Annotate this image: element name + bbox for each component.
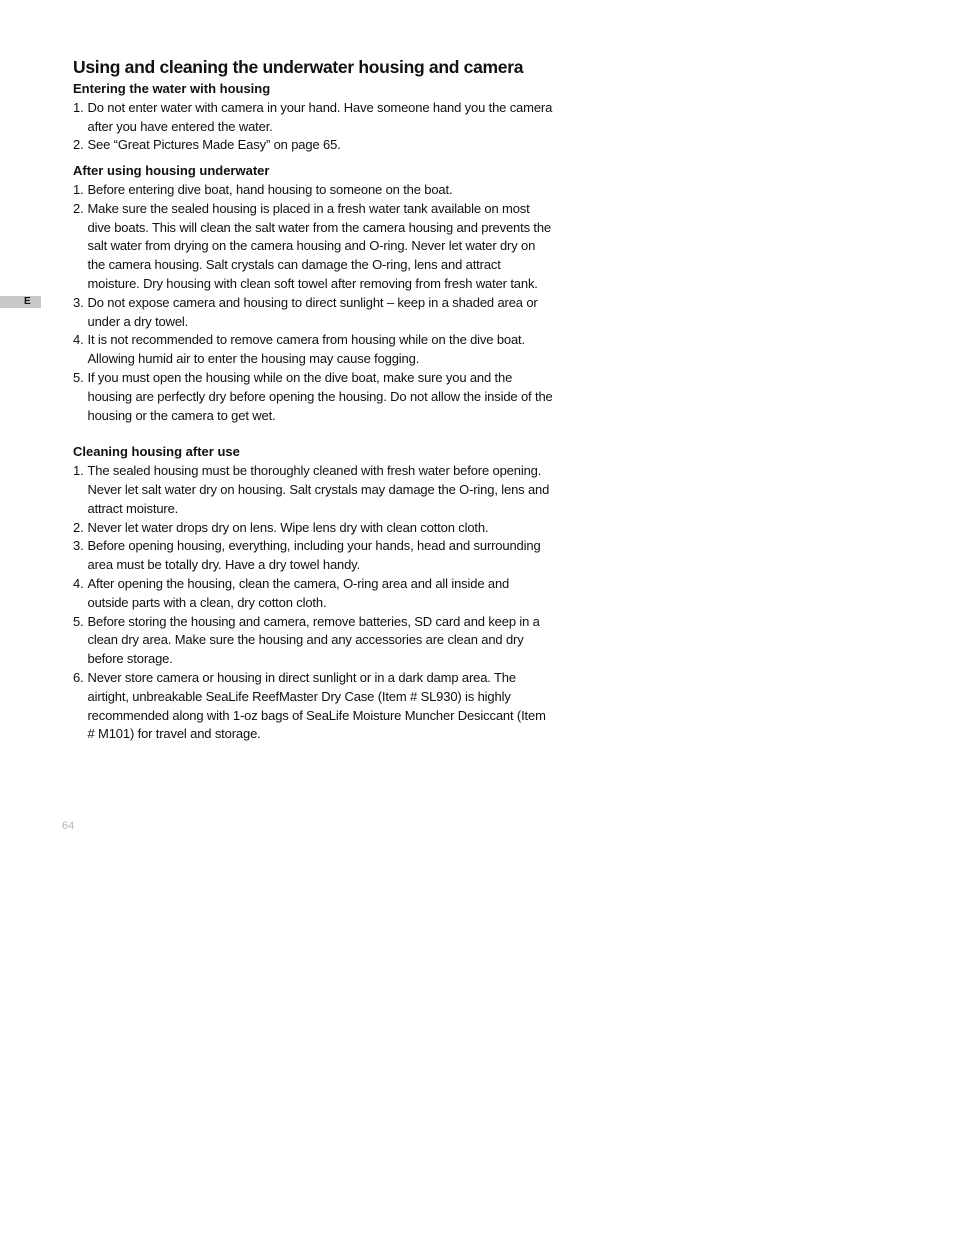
item-text: Never store camera or housing in direct sunlight or in a dark damp area. The airtight, unbreakable SeaLife ReefMaster Dry Case (Item # SL930) is highly recommended along with 1-oz bags of SeaLife Moisture Muncher Desiccant (Item # M101) for travel and storage. xyxy=(87,669,546,742)
list-item xyxy=(73,294,553,332)
item-text: Never let water drops dry on lens. Wipe lens dry with clean cotton cloth. xyxy=(87,519,489,535)
list-item xyxy=(73,575,553,613)
section-heading: Cleaning housing after use xyxy=(73,444,240,460)
list-item xyxy=(73,369,553,425)
item-number: 1. xyxy=(73,181,84,197)
item-number: 2. xyxy=(73,200,84,216)
list-item xyxy=(73,462,553,518)
list-item xyxy=(73,669,553,744)
list-item xyxy=(73,181,553,200)
item-text: Do not expose camera and housing to direct sunlight – keep in a shaded area or under a dry towel. xyxy=(87,294,538,329)
item-text: Make sure the sealed housing is placed in a fresh water tank available on most dive boats. This will clean the salt water from the camera housing and prevents the salt water from drying on the camera housing and O-ring. Never let water dry on the camera housing. Salt crystals can damage the O-ring, lens and attract moisture. Dry housing with clean soft towel after removing from fresh water tank. xyxy=(87,200,552,291)
item-number: 2. xyxy=(73,137,84,153)
instruction-list xyxy=(73,462,553,744)
section-after-using xyxy=(73,162,553,425)
item-number: 5. xyxy=(73,369,84,385)
section-entering-water xyxy=(73,80,553,155)
item-text: It is not recommended to remove camera from housing while on the dive boat. Allowing humid air to enter the housing may cause fogging. xyxy=(87,332,525,367)
item-number: 3. xyxy=(73,294,84,310)
list-item xyxy=(73,99,553,137)
list-item xyxy=(73,200,553,294)
page-content xyxy=(73,56,553,744)
item-number: 6. xyxy=(73,669,84,685)
language-tab xyxy=(0,296,41,308)
item-text: After opening the housing, clean the camera, O-ring area and all inside and outside parts with a clean, dry cotton cloth. xyxy=(87,575,510,610)
section-cleaning-housing xyxy=(73,443,553,744)
list-item xyxy=(73,613,553,669)
item-text: See “Great Pictures Made Easy” on page 65. xyxy=(87,137,341,153)
item-number: 5. xyxy=(73,613,84,629)
item-number: 4. xyxy=(73,332,84,348)
item-number: 2. xyxy=(73,519,84,535)
list-item xyxy=(73,519,553,538)
item-text: If you must open the housing while on the dive boat, make sure you and the housing are perfectly dry before opening the housing. Do not allow the inside of the housing or the camera to get wet. xyxy=(87,369,553,423)
section-heading: Entering the water with housing xyxy=(73,81,271,96)
instruction-list xyxy=(73,181,553,425)
item-text: Do not enter water with camera in your hand. Have someone hand you the camera after you have entered the water. xyxy=(87,99,553,134)
language-tab-label: E xyxy=(24,296,31,307)
item-number: 1. xyxy=(73,463,84,479)
item-text: The sealed housing must be thoroughly cleaned with fresh water before opening. Never let salt water dry on housing. Salt crystals may damage the O-ring, lens and attract moisture. xyxy=(87,463,550,516)
section-heading: After using housing underwater xyxy=(73,163,270,179)
item-number: 1. xyxy=(73,99,84,115)
list-item xyxy=(73,537,553,575)
page-title: Using and cleaning the underwater housing and camera xyxy=(73,57,524,77)
list-item xyxy=(73,331,553,369)
item-text: Before entering dive boat, hand housing to someone on the boat. xyxy=(87,181,453,197)
instruction-list xyxy=(73,99,553,155)
item-text: Before storing the housing and camera, remove batteries, SD card and keep in a clean dry area. Make sure the housing and any accessories are clean and dry before storage. xyxy=(87,613,540,667)
item-number: 3. xyxy=(73,538,84,554)
page-number: 64 xyxy=(62,820,75,832)
list-item xyxy=(73,136,553,155)
item-text: Before opening housing, everything, including your hands, head and surrounding area must be totally dry. Have a dry towel handy. xyxy=(87,538,541,573)
item-number: 4. xyxy=(73,575,84,591)
